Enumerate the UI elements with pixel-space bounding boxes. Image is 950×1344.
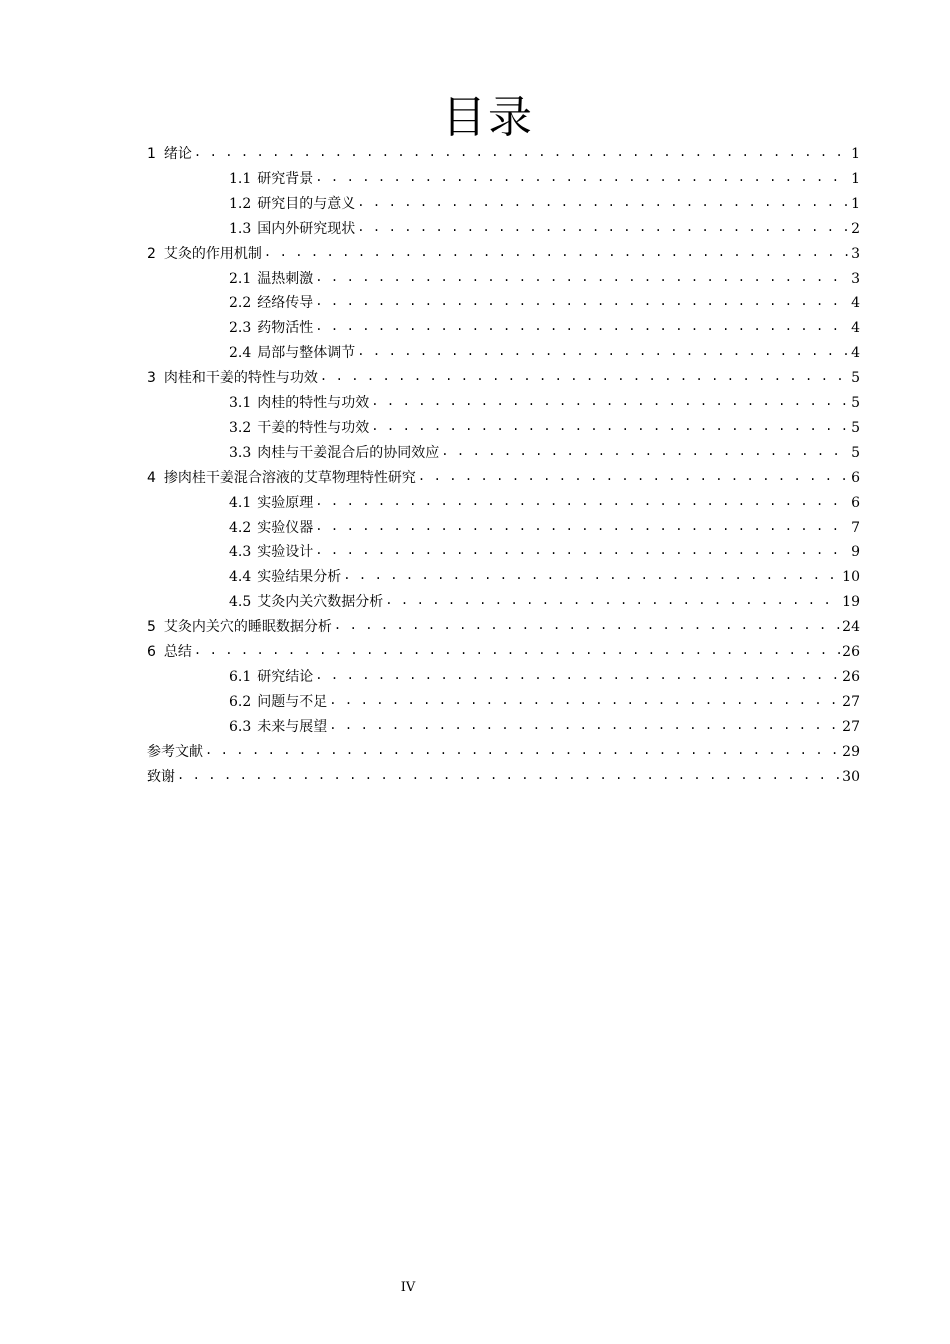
toc-entry-title: 绪论 xyxy=(163,146,192,162)
toc-entry[interactable] xyxy=(229,217,860,241)
toc-entry[interactable] xyxy=(147,740,860,764)
toc-entry-title: 掺肉桂干姜混合溶液的艾草物理特性研究 xyxy=(163,469,416,486)
toc-entry-number: 6.2 xyxy=(229,693,252,710)
toc-entry-title: 实验结果分析 xyxy=(257,569,342,586)
toc-entry-title: 研究目的与意义 xyxy=(257,195,356,212)
toc-dot-leader xyxy=(371,393,849,407)
toc-entry-page: 29 xyxy=(842,743,860,760)
toc-entry-title: 研究背景 xyxy=(257,170,314,187)
toc-entry[interactable] xyxy=(229,416,860,440)
toc-entry-number: 3 xyxy=(147,370,156,387)
toc-entry-number: 2.4 xyxy=(229,345,252,362)
toc-dot-leader xyxy=(357,219,849,233)
toc-entry-number: 5 xyxy=(147,619,156,636)
toc-entry-title: 问题与不足 xyxy=(257,693,328,710)
toc-dot-leader xyxy=(334,617,840,631)
toc-entry-number: 3.3 xyxy=(229,444,252,461)
toc-entry-number: 6.1 xyxy=(229,668,252,685)
toc-entry-title: 实验设计 xyxy=(257,544,314,561)
toc-dot-leader xyxy=(329,717,840,731)
page-number-footer: IV xyxy=(400,1280,416,1295)
toc-dot-leader xyxy=(315,318,849,332)
toc-entry-title: 肉桂与干姜混合后的协同效应 xyxy=(257,444,440,461)
toc-entry-title: 肉桂的特性与功效 xyxy=(257,395,370,411)
toc-entry-number: 2.1 xyxy=(229,270,252,287)
toc-entry-number: 4.1 xyxy=(229,494,252,511)
toc-entry[interactable] xyxy=(229,267,860,291)
toc-dot-leader xyxy=(194,144,849,158)
toc-entry-page: 4 xyxy=(851,320,860,337)
toc-entry[interactable] xyxy=(229,665,860,689)
toc-entry-page: 10 xyxy=(842,569,860,586)
toc-entry-number: 2.3 xyxy=(229,320,252,337)
toc-entry[interactable] xyxy=(229,690,860,714)
toc-entry-title: 总结 xyxy=(163,644,192,660)
toc-entry[interactable] xyxy=(229,316,860,340)
toc-entry-page: 5 xyxy=(851,370,860,387)
toc-entry-number: 1.2 xyxy=(229,195,252,212)
toc-entry-title: 致谢 xyxy=(147,768,175,785)
toc-entry[interactable] xyxy=(229,516,860,540)
toc-entry[interactable] xyxy=(147,242,860,266)
toc-entry-page: 7 xyxy=(851,519,860,536)
toc-entry-page: 4 xyxy=(851,345,860,362)
toc-entry-title: 艾灸内关穴数据分析 xyxy=(257,594,384,611)
toc-entry-number: 2 xyxy=(147,245,156,262)
toc-dot-leader xyxy=(357,343,849,357)
toc-dot-leader xyxy=(371,418,849,432)
toc-entry-number: 6.3 xyxy=(229,718,252,735)
toc-entry-number: 4.3 xyxy=(229,544,252,561)
toc-dot-leader xyxy=(329,692,840,706)
toc-entry-page: 27 xyxy=(842,718,860,735)
toc-entry-page: 1 xyxy=(851,170,860,187)
toc-entry-page: 5 xyxy=(851,419,860,436)
toc-entry-number: 3.2 xyxy=(229,419,252,436)
toc-dot-leader xyxy=(320,368,849,382)
toc-entry-page: 1 xyxy=(851,195,860,212)
page-title: 目录 xyxy=(442,92,534,143)
toc-entry-page: 5 xyxy=(851,395,860,411)
toc-entry[interactable] xyxy=(147,466,860,490)
toc-entry-number: 2.2 xyxy=(229,295,252,312)
toc-dot-leader xyxy=(315,293,849,307)
toc-entry[interactable] xyxy=(229,391,860,415)
toc-entry-page: 6 xyxy=(851,469,860,486)
toc-entry[interactable] xyxy=(147,765,860,789)
toc-entry-title: 国内外研究现状 xyxy=(257,220,356,237)
toc-entry[interactable] xyxy=(229,441,860,465)
toc-entry-title: 实验原理 xyxy=(257,494,314,511)
toc-entry-title: 实验仪器 xyxy=(257,519,314,536)
toc-entry-title: 未来与展望 xyxy=(257,718,328,735)
toc-dot-leader xyxy=(441,443,849,457)
toc-entry-page: 19 xyxy=(842,594,860,611)
toc-entry-number: 1.3 xyxy=(229,220,252,237)
toc-entry-title: 干姜的特性与功效 xyxy=(257,419,370,436)
toc-dot-leader xyxy=(315,518,849,532)
toc-dot-leader xyxy=(357,194,849,208)
toc-entry-page: 5 xyxy=(851,444,860,461)
toc-entry-page: 6 xyxy=(851,494,860,511)
toc-entry-number: 4.4 xyxy=(229,569,252,586)
toc-entry-page: 4 xyxy=(851,295,860,312)
toc-entry-page: 30 xyxy=(842,768,860,785)
toc-entry-title: 药物活性 xyxy=(257,320,314,337)
toc-entry-page: 24 xyxy=(842,619,860,636)
toc-entry-page: 3 xyxy=(851,245,860,262)
toc-entry-page: 26 xyxy=(842,644,860,660)
toc-entry-number: 4.5 xyxy=(229,594,252,611)
toc-entry-page: 26 xyxy=(842,668,860,685)
toc-dot-leader xyxy=(315,542,849,556)
toc-dot-leader xyxy=(343,567,840,581)
toc-dot-leader xyxy=(194,642,840,656)
toc-entry[interactable] xyxy=(147,615,860,639)
toc-dot-leader xyxy=(315,493,849,507)
toc-entry-title: 经络传导 xyxy=(257,295,314,312)
toc-entry-title: 艾灸内关穴的睡眠数据分析 xyxy=(163,619,332,636)
toc-entry-page: 3 xyxy=(851,270,860,287)
toc-entry[interactable] xyxy=(229,715,860,739)
toc-entry-page: 1 xyxy=(851,146,860,162)
toc-entry-number: 6 xyxy=(147,644,156,660)
toc-entry[interactable] xyxy=(229,167,860,191)
toc-entry-title: 局部与整体调节 xyxy=(257,345,356,362)
toc-entry-page: 2 xyxy=(851,220,860,237)
toc-entry-title: 研究结论 xyxy=(257,668,314,685)
toc-entry-title: 肉桂和干姜的特性与功效 xyxy=(163,370,318,387)
toc-entry[interactable] xyxy=(229,192,860,216)
toc-entry[interactable] xyxy=(229,491,860,515)
toc-dot-leader xyxy=(205,742,840,756)
toc-dot-leader xyxy=(315,269,849,283)
toc-entry[interactable] xyxy=(229,590,860,614)
toc-entry[interactable] xyxy=(229,291,860,315)
toc-entry-title: 艾灸的作用机制 xyxy=(163,245,262,262)
toc-entry-page: 9 xyxy=(851,544,860,561)
toc-entry[interactable] xyxy=(147,142,860,166)
toc-entry-number: 3.1 xyxy=(229,395,252,411)
toc-entry[interactable] xyxy=(229,540,860,564)
toc-entry-title: 温热刺激 xyxy=(257,270,314,287)
toc-entry-page: 27 xyxy=(842,693,860,710)
toc-dot-leader xyxy=(385,592,840,606)
toc-entry[interactable] xyxy=(147,640,860,664)
toc-entry-number: 4 xyxy=(147,469,156,486)
toc-entry-number: 1 xyxy=(147,146,156,162)
toc-dot-leader xyxy=(177,767,840,781)
toc-entry-number: 1.1 xyxy=(229,170,252,187)
toc-dot-leader xyxy=(315,667,840,681)
toc-entry-number: 4.2 xyxy=(229,519,252,536)
toc-entry[interactable] xyxy=(147,366,860,390)
toc-entry[interactable] xyxy=(229,341,860,365)
toc-entry[interactable] xyxy=(229,565,860,589)
toc-dot-leader xyxy=(315,169,849,183)
toc-entry-title: 参考文献 xyxy=(147,743,203,760)
toc-dot-leader xyxy=(264,244,849,258)
toc-dot-leader xyxy=(418,468,849,482)
